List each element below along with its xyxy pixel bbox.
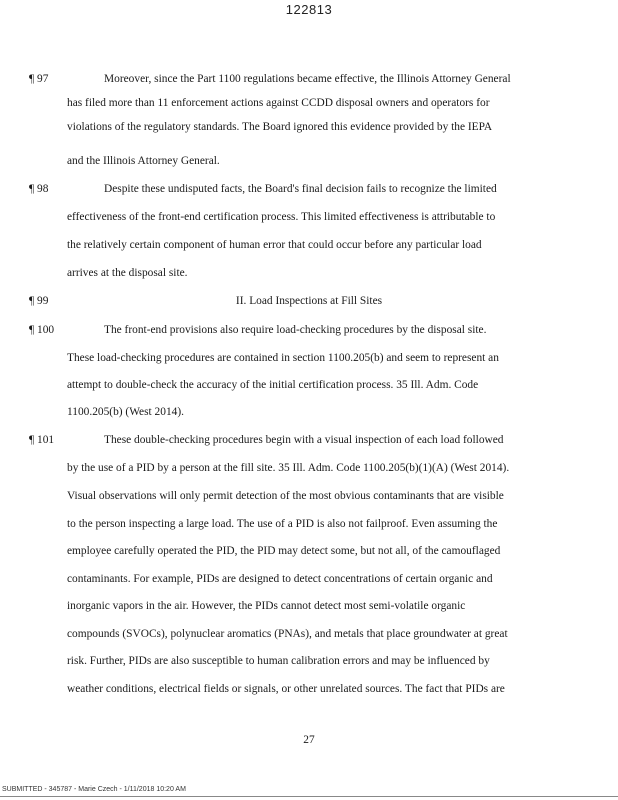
paragraph-line: compounds (SVOCs), polynuclear aromatics (PNAs), and metals that place groundwater at great bbox=[67, 628, 508, 640]
paragraph-line: 1100.205(b) (West 2014). bbox=[67, 406, 184, 418]
paragraph-line: contaminants. For example, PIDs are designed to detect concentrations of certain organic and bbox=[67, 573, 493, 585]
paragraph-line: Moreover, since the Part 1100 regulations became effective, the Illinois Attorney General bbox=[104, 73, 511, 85]
paragraph-number: ¶ 99 bbox=[29, 295, 49, 307]
paragraph-line: Visual observations will only permit detection of the most obvious contaminants that are visible bbox=[67, 490, 504, 502]
section-heading: II. Load Inspections at Fill Sites bbox=[235, 295, 383, 307]
paragraph-line: inorganic vapors in the air. However, the PIDs cannot detect most semi-volatile organic bbox=[67, 600, 466, 612]
paragraph-line: by the use of a PID by a person at the fill site. 35 Ill. Adm. Code 1100.205(b)(1)(A) (West 2014). bbox=[67, 462, 510, 474]
paragraph-line: to the person inspecting a large load. The use of a PID is also not failproof. Even assuming the bbox=[67, 518, 498, 530]
paragraph-number: ¶ 97 bbox=[29, 73, 49, 85]
paragraph-line: These double-checking procedures begin with a visual inspection of each load followed bbox=[104, 434, 504, 446]
paragraph-line: employee carefully operated the PID, the PID may detect some, but not all, of the camouflaged bbox=[67, 545, 501, 557]
paragraph-number: ¶ 101 bbox=[29, 434, 55, 446]
paragraph-line: weather conditions, electrical fields or signals, or other unrelated sources. The fact that PIDs are bbox=[67, 683, 505, 695]
paragraph-line: attempt to double-check the accuracy of the initial certification process. 35 Ill. Adm. Code bbox=[67, 379, 479, 391]
paragraph-line: has filed more than 11 enforcement actions against CCDD disposal owners and operators for bbox=[67, 97, 490, 109]
paragraph-line: The front-end provisions also require load-checking procedures by the disposal site. bbox=[104, 324, 487, 336]
footer-divider bbox=[0, 796, 618, 797]
paragraph-number: ¶ 98 bbox=[29, 183, 49, 195]
paragraph-line: arrives at the disposal site. bbox=[67, 267, 188, 279]
paragraph-line: and the Illinois Attorney General. bbox=[67, 155, 220, 167]
paragraph-line: These load-checking procedures are contained in section 1100.205(b) and seem to represent an bbox=[67, 352, 499, 364]
page-number: 27 bbox=[303, 734, 315, 746]
paragraph-number: ¶ 100 bbox=[29, 324, 55, 336]
paragraph-line: violations of the regulatory standards. The Board ignored this evidence provided by the IEPA bbox=[67, 121, 493, 133]
paragraph-line: effectiveness of the front-end certification process. This limited effectiveness is attributable to bbox=[67, 211, 496, 223]
paragraph-line: Despite these undisputed facts, the Board's final decision fails to recognize the limited bbox=[104, 183, 497, 195]
paragraph-line: the relatively certain component of human error that could occur before any particular load bbox=[67, 239, 482, 251]
document-number: 122813 bbox=[285, 2, 333, 17]
paragraph-line: risk. Further, PIDs are also susceptible to human calibration errors and may be influenced by bbox=[67, 655, 490, 667]
submission-stamp: SUBMITTED - 345787 - Marie Czech - 1/11/2018 10:20 AM bbox=[2, 786, 186, 793]
